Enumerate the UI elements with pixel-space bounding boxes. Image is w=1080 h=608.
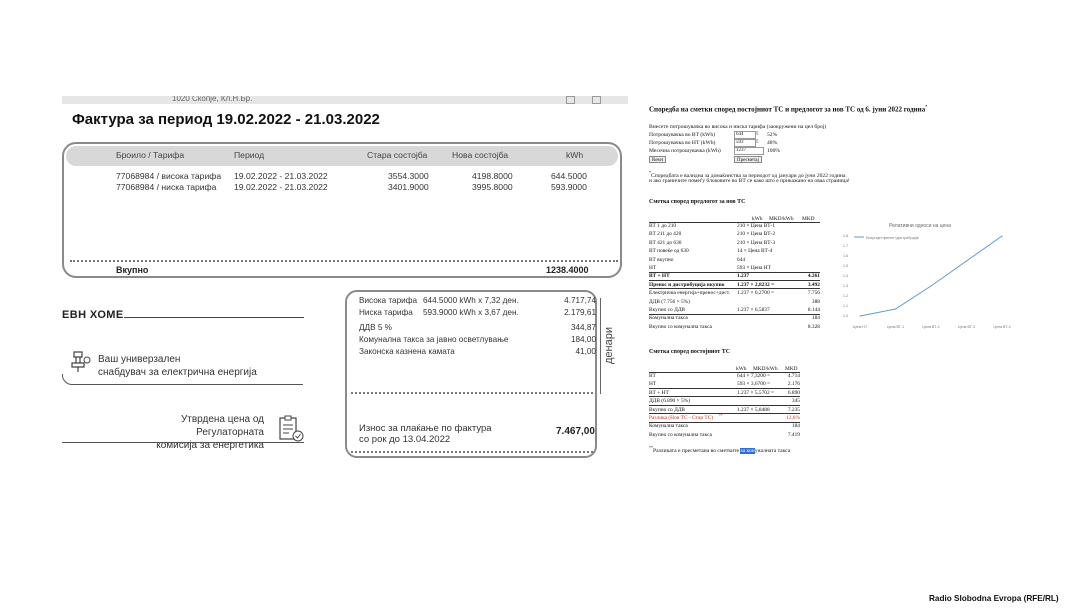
calc-intro: Внесете потрошувачка во висока и ниска тарифа (заокружени на цел број) [649,124,827,130]
divider-curve [62,374,303,385]
row-calc: 1.237 × 5,8488 [737,406,770,413]
calc-title-mark: * [925,104,928,109]
cell-kwh: 593.9000 [551,182,587,192]
row-calc: 644 [737,256,746,263]
y-tick-label: 1.7 [843,244,848,249]
cell-meter: 77068984 / ниска тарифа [116,182,217,192]
row-value: 3.492 [807,281,820,288]
row-value: 12,6% [786,415,800,421]
col-kwh: kWh [566,150,584,160]
row-divider [649,413,800,414]
diff-mark: ** [719,414,723,418]
charge-label: Законска казнена камата [359,347,455,356]
row-calc: 1.237 × 6,2700 = [737,290,775,297]
row-value: 7.419 [787,431,800,438]
x-tick-label: Цена ВТ-1 [886,325,905,329]
legend-entry: Енергија+пренос+дистрибуција [866,236,919,240]
row-label: Разлика (Нов ТС - Стар ТС) [649,415,714,421]
calc-title [649,104,927,113]
y-tick-label: 1.1 [843,304,848,309]
due-amount: 7.467,00 [556,426,595,437]
vt-consumption-input[interactable] [734,131,756,139]
row-calc: 210 × Цена ВТ-1 [737,223,776,229]
invoice-top-cut-text: 1020 Скопје, Кл.Н.Бр. [172,96,253,103]
total-consumption-input[interactable] [734,147,764,155]
row-value: 7.235 [787,406,800,413]
col-new-reading: Нова состојба [452,150,509,160]
new-col-kwh: kWh [752,216,763,222]
old-col-mkd: MKD [785,366,798,372]
input-label-total: Месечна потрошувачка (kWh) [649,148,721,154]
row-label: Вкупно со ДДВ [649,307,686,313]
row-calc: 1.237 × 6,5837 [737,307,770,313]
row-label: Комунална такса [649,423,688,430]
charge-amount: 184,00 [570,335,596,344]
qr-icon [566,96,575,104]
row-calc: 1.237 [737,273,750,280]
row-value: 8.144 [807,307,820,313]
series-point [1001,235,1002,236]
row-label: ДДВ (6.890 × 5%) [649,398,690,405]
row-value: 388 [811,298,820,305]
text-selection[interactable]: за кон [740,447,755,454]
cell-period: 19.02.2022 - 21.03.2022 [234,182,328,192]
y-tick-label: 1.6 [843,254,848,259]
row-calc: 593 × Цена НТ [737,265,771,271]
x-tick-label: Цена ВТ-4 [993,325,1011,329]
row-label: Електрична енергија+пренос+дист. [649,290,731,297]
row-label: Вкупно со ДДВ [649,406,686,413]
divider-line [62,432,304,443]
footnote-mark: ** [649,445,653,450]
row-value: 6.890 [787,389,800,396]
row-divider [649,388,800,389]
row-label: ВТ повеќе од 630 [649,248,689,255]
col-period: Период [234,150,265,160]
due-line-2: со рок до 13.04.2022 [359,434,451,445]
brand-underline [124,317,304,318]
dotted-divider-3 [351,451,593,453]
row-divider [649,422,800,423]
row-label: ВТ 211 до 420 [649,231,682,238]
new-tariff-heading: Сметка според предлогот за нов ТС [649,199,746,205]
row-label: НТ [649,265,657,271]
row-divider [649,280,820,281]
price-ratio-chart [832,218,1028,336]
vt-pct: 52% [767,132,778,138]
row-label: Вкупно со комунална такса [649,323,712,330]
y-tick-label: 1.2 [843,294,848,299]
row-divider [649,314,820,315]
nt-consumption-input[interactable] [734,139,756,147]
row-value: 184 [791,423,800,430]
total-label: Вкупно [116,265,149,275]
row-label: Пренос и дистрибуција вкупно [649,281,725,288]
cell-new: 3995.8000 [472,182,513,192]
price-line-1: Утврдена цена од Регулаторната [180,414,264,438]
row-label: ВТ + НТ [649,389,669,396]
y-tick-label: 1.5 [843,264,848,269]
charge-label: Комунална такса за јавно осветлување [359,335,509,344]
row-calc: 593 × 3,6700 = [737,381,771,388]
col-meter: Броило / Тарифа [116,150,185,160]
total-pct: 100% [767,148,781,154]
row-label: ВТ + НТ [649,273,670,280]
charge-label: Висока тарифа [359,296,417,305]
supplier-line-2: снабдувач за електрична енергија [98,367,257,378]
supplier-line-1: Ваш универзален [98,354,181,365]
row-calc: 1.237 × 2,8232 = [737,281,775,288]
old-table-line [649,372,800,373]
y-tick-label: 1.8 [843,234,848,239]
invoice-title: Фактура за период 19.02.2022 - 21.03.2022 [72,111,380,128]
row-value: 4.261 [807,273,820,280]
note-2: и ако граничите помеѓу блоковите во ВТ се како што е прикажано на оваа страница! [649,178,850,184]
qr-icon-2 [592,96,601,104]
old-col-price: MKD/kWh [753,366,778,372]
row-value: 345 [791,398,800,405]
row-value: 2.176 [787,381,800,388]
row-label: ВТ 421 до 630 [649,239,682,246]
series-line [860,236,1002,316]
row-divider [649,288,820,289]
reset-button[interactable]: Reset [649,156,666,163]
x-tick-label: Цена ВТ-2 [922,325,940,329]
cell-period: 19.02.2022 - 21.03.2022 [234,171,328,181]
charge-amount: 4.717,74 [564,296,596,305]
cell-meter: 77068984 / висока тарифа [116,171,222,181]
invoice-panel [62,96,628,458]
row-divider [649,272,820,273]
row-value: 184 [811,315,820,322]
chart-title: Релативни односи на цена [889,223,951,229]
invoice-top-strip [62,96,628,104]
input-label-nt: Потрошувачка во НТ (kWh) [649,140,716,146]
col-old-reading: Стара состојба [367,150,428,160]
footnote-text-a: Разликата е пресметана во сметките [653,447,741,454]
row-value: 7.756 [807,290,820,297]
vt-stepper-icon[interactable]: ⇕ [755,131,760,137]
charge-qty: 593.9000 kWh x 3,67 ден. [423,308,519,317]
old-col-kwh: kWh [736,366,747,372]
footnote [649,445,790,454]
row-label: ДДВ (7.756 × 5%) [649,298,690,305]
row-label: ВТ вкупно [649,256,674,263]
nt-pct: 48% [767,140,778,146]
series-point [895,308,896,309]
charge-amount: 2.179,61 [564,308,596,317]
row-value: 8.328 [807,323,820,330]
row-calc: 210 × Цена ВТ-3 [737,239,776,246]
old-tariff-heading: Сметка според постојниот ТС [649,349,731,355]
currency-side-label: денари [603,327,615,364]
compute-button[interactable]: Пресметај [734,156,762,163]
y-tick-label: 1.3 [843,284,848,289]
series-point [930,285,931,286]
note-1-text: Споредбата е валидна за домаќинства за периодот од јануари до јуни 2022 година [651,172,846,179]
row-calc: 1.237 × 5,5702 = [737,389,775,396]
charge-qty: 644.5000 kWh x 7,32 ден. [423,296,519,305]
total-value: 1238.4000 [546,265,589,275]
series-point [966,260,967,261]
dotted-divider [70,260,618,262]
new-col-price: MKD/kWh [769,216,794,222]
nt-stepper-icon[interactable]: ⇕ [755,139,760,145]
cell-new: 4198.8000 [472,171,513,181]
plug-icon [68,348,94,374]
row-calc: 14 × Цена ВТ-4 [737,248,773,255]
x-tick-label: Цена НТ [852,325,868,329]
charge-label: Ниска тарифа [359,308,413,317]
cell-kwh: 644.5000 [551,171,587,181]
row-calc: 210 × Цена ВТ-2 [737,231,776,238]
due-text [359,423,492,445]
x-tick-label: Цена ВТ-3 [957,325,976,329]
y-tick-label: 1.4 [843,274,848,279]
calc-title-text: Споредба на сметки според постојниот ТС и предлогот за нов ТС од 6. јуни 2022 година [649,105,926,114]
row-label: ВТ [649,373,656,379]
row-calc: 644 × 7,3200 = [737,373,771,379]
dotted-divider-2 [351,392,593,394]
price-line-2: комисија за енергетика [156,440,264,451]
footnote-text-b: уналната такса [754,447,791,454]
due-line-1: Износ за плаќање по фактура [359,423,492,434]
row-label: ВТ 1 до 210 [649,223,677,229]
currency-side-label-wrap [603,327,617,424]
series-point [859,315,860,316]
input-label-vt: Потрошувачка во ВТ (kWh) [649,132,715,138]
currency-divider [600,298,601,394]
row-label: Комунална такса [649,315,688,322]
photo-credit: Radio Slobodna Evropa (RFE/RL) [929,594,1059,603]
row-value: 4.714 [787,373,800,379]
row-label: НТ [649,381,657,388]
new-col-mkd: MKD [802,216,815,222]
y-tick-label: 1.0 [843,314,848,319]
row-label: Вкупно со комунална такса [649,431,712,438]
charge-amount: 41,00 [575,347,596,356]
note-mark: * [649,170,651,175]
row-divider [649,405,800,406]
cell-old: 3554.3000 [388,171,429,181]
cell-old: 3401.9000 [388,182,429,192]
charge-label: ДДВ 5 % [359,323,392,332]
brand-name: ЕВН ХОМЕ [62,309,124,321]
charge-amount: 344,87 [570,323,596,332]
